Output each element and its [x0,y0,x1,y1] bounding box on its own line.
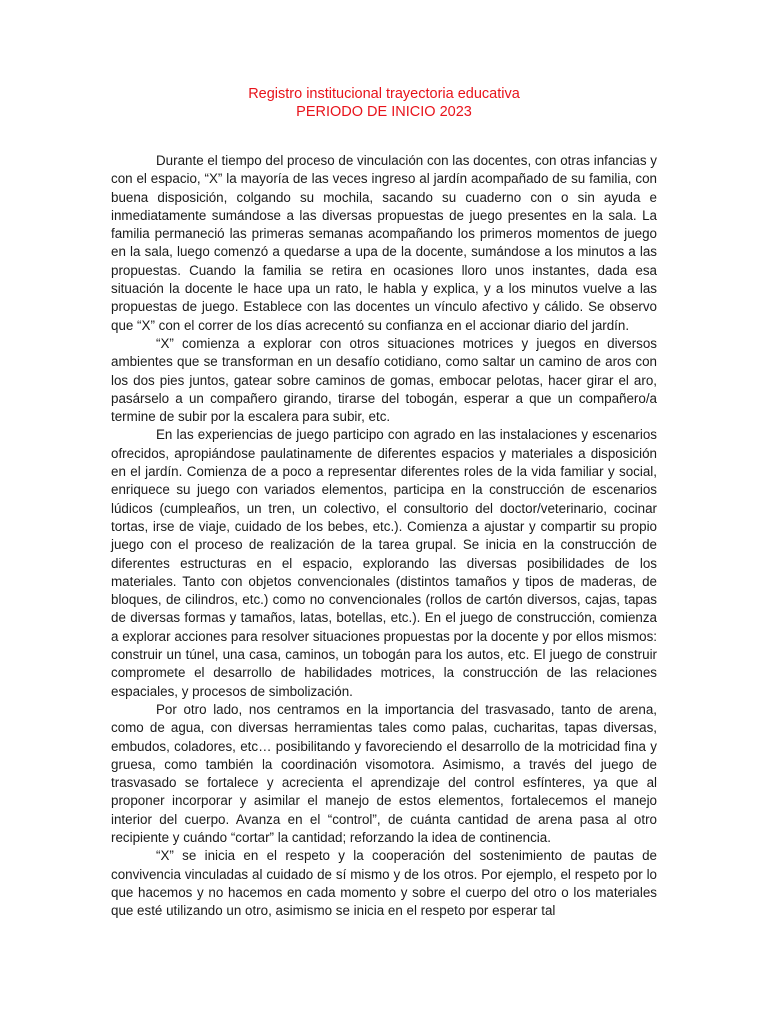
paragraph-2: “X” comienza a explorar con otros situaciones motrices y juegos en diversos ambientes que se transforman en un desafío cotidiano, como saltar un camino de aros con los dos pies juntos, gatear sobre caminos de gomas, embocar pelotas, hacer girar el aro, pasárselo a un compañero girando, tirarse del tobogán, esperar a que un compañero/a termine de subir por la escalera para subir, etc. [111,335,657,425]
paragraph-4: Por otro lado, nos centramos en la importancia del trasvasado, tanto de arena, como de agua, con diversas herramientas tales como palas, cucharitas, tapas diversas, embudos, coladores, etc… posibilitando y favoreciendo el desarrollo de la motricidad fina y gruesa, como también la coordinación visomotora. Asimismo, a través del juego de trasvasado se fortalece y acrecienta el aprendizaje del control esfínteres, ya que al proponer incorporar y asimilar el manejo de estos elementos, fortalecemos el manejo interior del cuerpo. Avanza en el “control”, de cuánta cantidad de arena pasa al otro recipiente y cuándo “cortar” la cantidad; reforzando la idea de continencia. [111,701,657,845]
paragraph-1: Durante el tiempo del proceso de vinculación con las docentes, con otras infancias y con el espacio, “X” la mayoría de las veces ingreso al jardín acompañado de su familia, con buena disposición, colgando su mochila, sacando su cuaderno con o sin ayuda e inmediatamente sumándose a las diversas propuestas de juego presentes en la sala. La familia permaneció las primeras semanas acompañando los primeros momentos de juego en la sala, luego comenzó a quedarse a upa de la docente, sumándose a los minutos a las propuestas. Cuando la familia se retira en ocasiones lloro unos instantes, dada esa situación la docente le hace upa un rato, le habla y explica, y a los minutos vuelve a las propuestas de juego. Establece con las docentes un vínculo afectivo y cálido. Se observo que “X” con el correr de los días acrecentó su confianza en el accionar diario del jardín. [111,153,657,333]
document-body [111,152,657,920]
paragraph-5: “X” se inicia en el respeto y la cooperación del sostenimiento de pautas de convivencia vinculadas al cuidado de sí mismo y de los otros. Por ejemplo, el respeto por lo que hacemos y no hacemos en cada momento y sobre el cuerpo del otro o los materiales que esté utilizando un otro, asimismo se inicia en el respeto por esperar tal [111,848,657,919]
document-title-line-2: PERIODO DE INICIO 2023 [296,104,472,120]
paragraph-3: En las experiencias de juego participo con agrado en las instalaciones y escenarios ofrecidos, apropiándose paulatinamente de diferentes espacios y materiales a disposición en el jardín. Comienza de a poco a representar diferentes roles de la vida familiar y social, enriquece su juego con variados elementos, participa en la construcción de escenarios lúdicos (cumpleaños, un tren, un colectivo, el consultorio del doctor/veterinario, cocinar tortas, irse de viaje, cuidado de los bebes, etc.). Comienza a ajustar y compartir su propio juego con el proceso de realización de la tarea grupal. Se inicia en la construcción de diferentes estructuras en el espacio, explorando las diversas posibilidades de los materiales. Tanto con objetos convencionales (distintos tamaños y tipos de maderas, de bloques, de cilindros, etc.) como no convencionales (rollos de cartón diversos, cajas, tapas de diversas formas y tamaños, latas, botellas, etc.). En el juego de construcción, comienza a explorar acciones para resolver situaciones propuestas por la docente y por ellos mismos: construir un túnel, una casa, caminos, un tobogán para los autos, etc. El juego de construir compromete el desarrollo de habilidades motrices, la construcción de las relaciones espaciales, y procesos de simbolización. [111,427,657,699]
document-title-line-1: Registro institucional trayectoria educativa [248,86,520,102]
document-title [0,85,768,121]
